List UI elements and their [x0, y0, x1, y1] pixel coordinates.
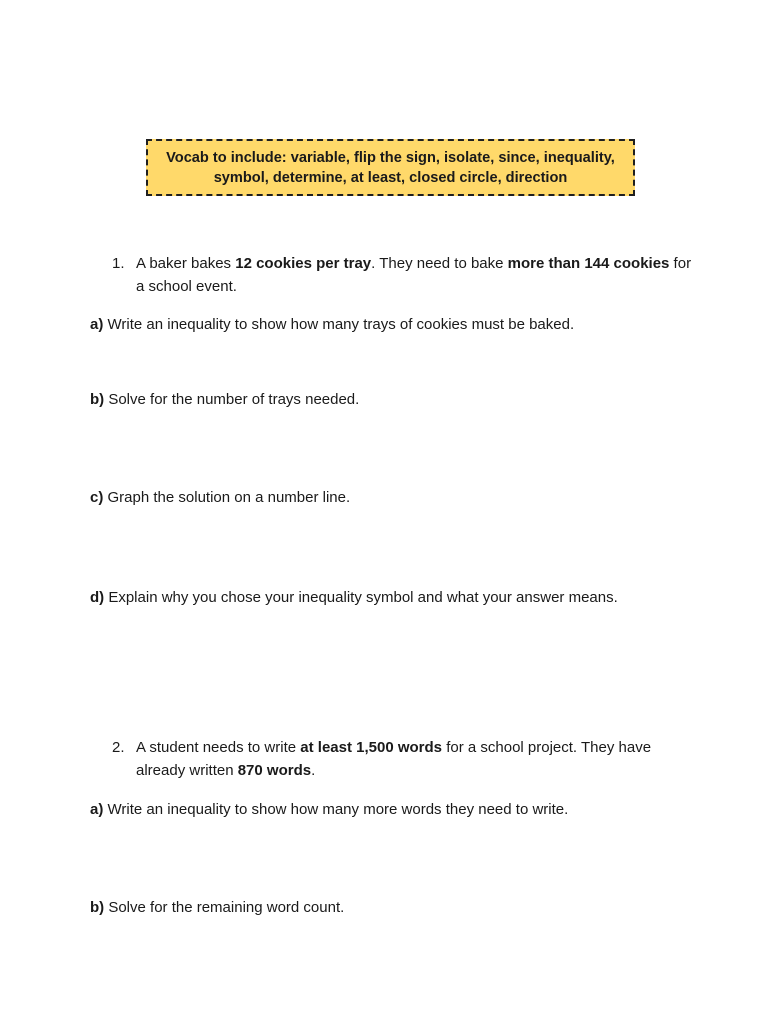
vocab-text: Vocab to include: variable, flip the sign, isolate, since, inequality, symbol, determine, at least, closed circle, direction [166, 149, 615, 186]
question-text-segment: . [311, 762, 316, 779]
question-number: 1. [112, 255, 125, 272]
question-text-emphasis: at least 1,500 words [300, 739, 443, 756]
vocab-box [146, 139, 635, 196]
part-label: d) [90, 589, 105, 606]
part-label: a) [90, 801, 104, 818]
question-number: 2. [112, 739, 125, 756]
question-2 [112, 736, 692, 782]
part-text: Write an inequality to show how many trays of cookies must be baked. [103, 316, 575, 333]
part-text: Graph the solution on a number line. [103, 489, 351, 506]
question-text-emphasis: 870 words [237, 762, 312, 779]
part-label: a) [90, 316, 104, 333]
part-text: Write an inequality to show how many more words they need to write. [103, 801, 569, 818]
question-1 [112, 252, 692, 298]
question-text [136, 736, 692, 782]
question-text-segment: . They need to bake [371, 255, 508, 272]
question-text-segment: A student needs to write [136, 739, 301, 756]
part-text: Solve for the number of trays needed. [104, 391, 360, 408]
question-text-emphasis: 12 cookies per tray [235, 255, 372, 272]
question-text [136, 252, 692, 298]
question-1-part-c [90, 486, 730, 509]
question-1-part-b [90, 388, 730, 411]
question-2-part-a [90, 798, 730, 821]
question-text-segment: for a school project. They have already written [136, 739, 652, 779]
question-2-part-b [90, 896, 730, 919]
question-1-part-d [90, 586, 730, 609]
question-1-part-a [90, 313, 730, 336]
question-text-segment: A baker bakes [136, 255, 236, 272]
part-label: c) [90, 489, 104, 506]
part-text: Explain why you chose your inequality symbol and what your answer means. [104, 589, 618, 606]
question-text-segment: for a school event. [136, 255, 692, 295]
part-text: Solve for the remaining word count. [104, 899, 345, 916]
part-label: b) [90, 899, 105, 916]
part-label: b) [90, 391, 105, 408]
question-text-emphasis: more than 144 cookies [507, 255, 670, 272]
